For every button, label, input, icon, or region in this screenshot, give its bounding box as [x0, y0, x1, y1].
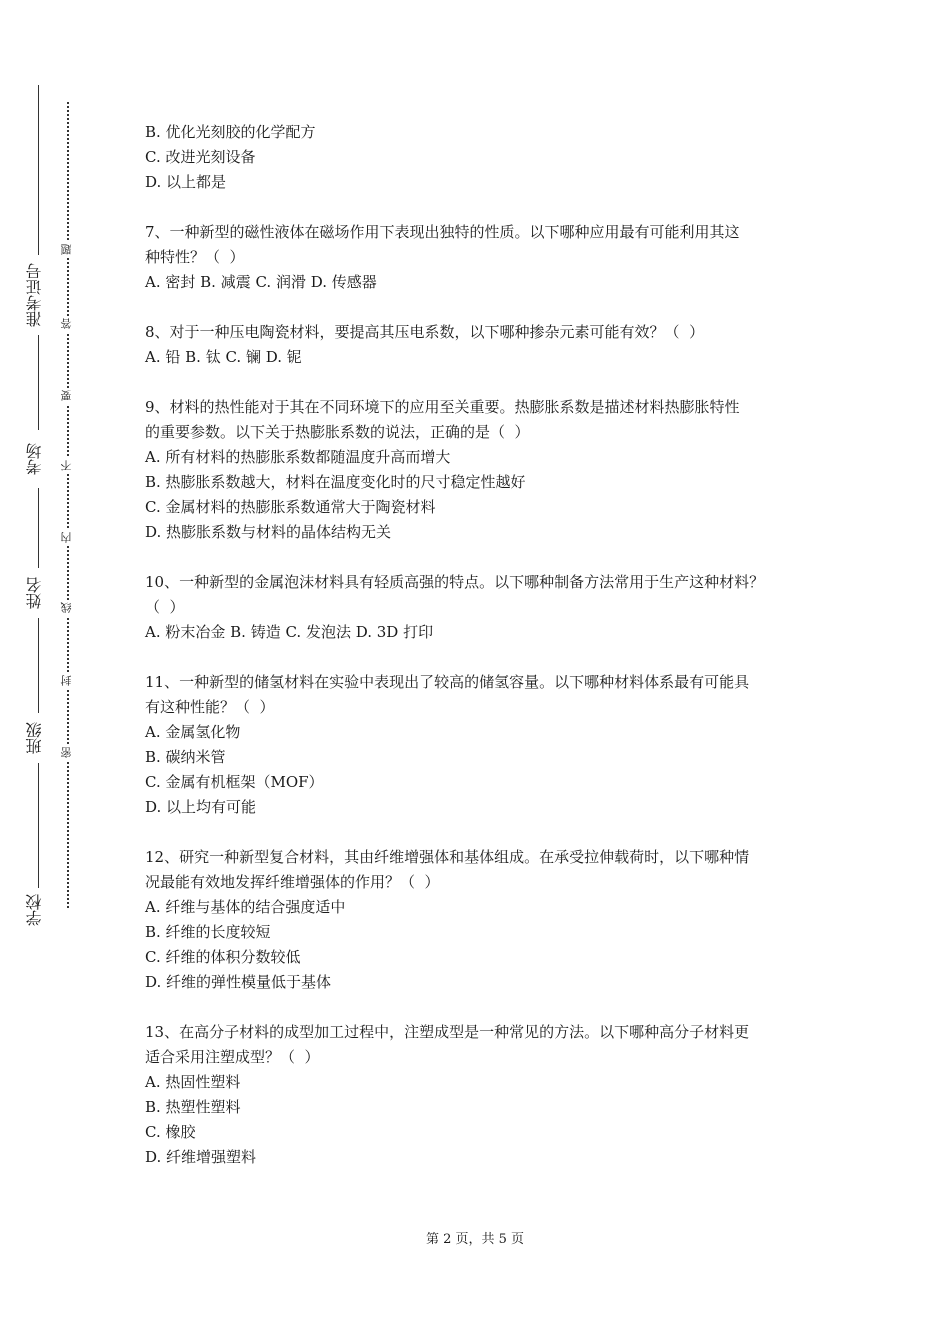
- option-line: A. 粉末冶金 B. 铸造 C. 发泡法 D. 3D 打印: [145, 623, 434, 641]
- question-content: [145, 120, 825, 1170]
- question-stem: 种特性？（ ）: [145, 248, 245, 266]
- seal-char: 答: [59, 316, 75, 332]
- question-stem: 12、研究一种新型复合材料，其由纤维增强体和基体组成。在承受拉伸载荷时，以下哪种情: [145, 848, 750, 866]
- option-line: B. 热膨胀系数越大，材料在温度变化时的尺寸稳定性越好: [145, 473, 526, 491]
- question-12: [145, 845, 825, 995]
- option-line: C. 纤维的体积分数较低: [145, 948, 301, 966]
- seal-char: 密: [59, 745, 75, 761]
- question-stem: 11、一种新型的储氢材料在实验中表现出了较高的储氢容量。以下哪种材料体系最有可能具: [145, 673, 750, 691]
- margin-line: [38, 85, 39, 255]
- option-line: B. 优化光刻胶的化学配方: [145, 123, 316, 141]
- field-label-name: 姓名: [25, 577, 44, 609]
- question-stem: 10、一种新型的金属泡沫材料具有轻质高强的特点。以下哪种制备方法常用于生产这种材料？: [145, 573, 765, 591]
- question-7: [145, 220, 825, 295]
- question-10: [145, 570, 825, 645]
- question-9: [145, 395, 825, 545]
- question-stem: 8、对于一种压电陶瓷材料，要提高其压电系数，以下哪种掺杂元素可能有效？（ ）: [145, 323, 705, 341]
- option-line: D. 以上均有可能: [145, 798, 257, 816]
- question-stem: 的重要参数。以下关于热膨胀系数的说法，正确的是（ ）: [145, 423, 530, 441]
- option-line: B. 纤维的长度较短: [145, 923, 271, 941]
- seal-char: 内: [59, 530, 75, 546]
- question-stem: 7、一种新型的磁性液体在磁场作用下表现出独特的性质。以下哪种应用最有可能利用其这: [145, 223, 740, 241]
- field-label-class: 班级: [25, 722, 44, 754]
- option-line: D. 纤维的弹性模量低于基体: [145, 973, 332, 991]
- binding-margin: [0, 0, 110, 1344]
- option-line: B. 碳纳米管: [145, 748, 226, 766]
- leading-options: [145, 120, 825, 195]
- option-line: C. 改进光刻设备: [145, 148, 256, 166]
- field-label-exam-room: 考场: [25, 443, 44, 475]
- seal-char: 不: [59, 458, 75, 474]
- seal-char: 封: [59, 673, 75, 689]
- seal-char: 线: [59, 600, 75, 616]
- margin-line: [38, 488, 39, 568]
- seal-dotted-line: [67, 102, 69, 908]
- option-line: C. 橡胶: [145, 1123, 196, 1141]
- question-stem: 有这种性能？（ ）: [145, 698, 275, 716]
- option-line: A. 铅 B. 钛 C. 镧 D. 铌: [145, 348, 302, 366]
- option-line: A. 所有材料的热膨胀系数都随温度升高而增大: [145, 448, 451, 466]
- page-footer: 第 2 页，共 5 页: [425, 1232, 525, 1247]
- option-line: D. 以上都是: [145, 173, 227, 191]
- question-11: [145, 670, 825, 820]
- question-stem: 适合采用注塑成型？（ ）: [145, 1048, 320, 1066]
- seal-char: 要: [59, 388, 75, 404]
- option-line: C. 金属有机框架（MOF）: [145, 773, 324, 791]
- question-stem: 13、在高分子材料的成型加工过程中，注塑成型是一种常见的方法。以下哪种高分子材料更: [145, 1023, 750, 1041]
- question-stem: 9、材料的热性能对于其在不同环境下的应用至关重要。热膨胀系数是描述材料热膨胀特性: [145, 398, 740, 416]
- option-line: A. 热固性塑料: [145, 1073, 241, 1091]
- question-stem: 况最能有效地发挥纤维增强体的作用？（ ）: [145, 873, 440, 891]
- option-line: C. 金属材料的热膨胀系数通常大于陶瓷材料: [145, 498, 436, 516]
- field-label-school: 学校: [25, 894, 44, 927]
- question-13: [145, 1020, 825, 1170]
- question-8: [145, 320, 825, 370]
- margin-line: [38, 618, 39, 713]
- field-label-exam-id: 准考证号: [25, 263, 44, 327]
- margin-line: [38, 335, 39, 430]
- option-line: A. 密封 B. 减震 C. 润滑 D. 传感器: [145, 273, 377, 291]
- option-line: D. 纤维增强塑料: [145, 1148, 257, 1166]
- option-line: D. 热膨胀系数与材料的晶体结构无关: [145, 523, 392, 541]
- question-stem: （ ）: [145, 598, 185, 616]
- option-line: A. 金属氢化物: [145, 723, 241, 741]
- option-line: A. 纤维与基体的结合强度适中: [145, 898, 346, 916]
- margin-line: [38, 763, 39, 888]
- option-line: B. 热塑性塑料: [145, 1098, 241, 1116]
- seal-char: 题: [59, 242, 75, 258]
